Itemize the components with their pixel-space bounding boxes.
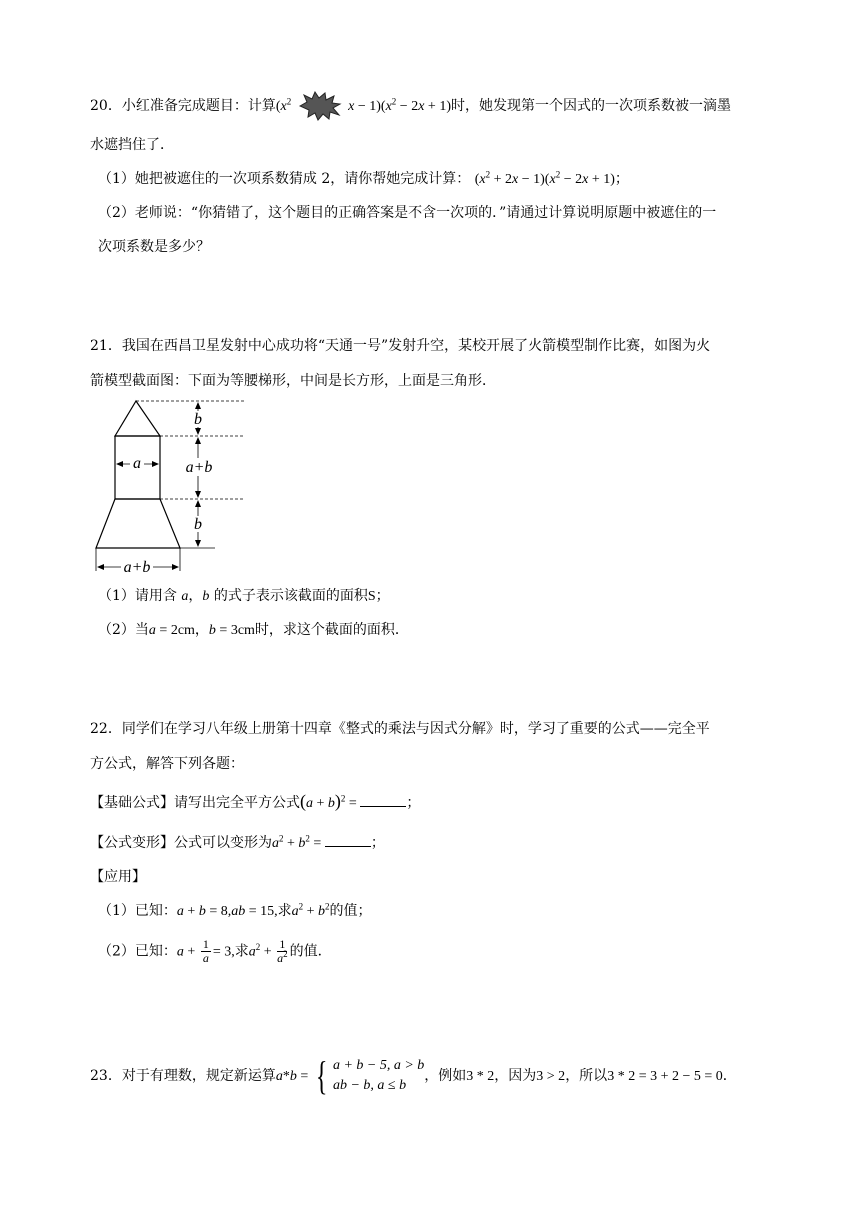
q23-line: 23．对于有理数，规定新运算a*b = { a + b − 5, a > b ab − b, a ≤ b ，例如3 * 2，因为3 > 2，所以3 * 2 = 3 + 2 − 5 = 0． [90,1053,737,1098]
fraction: $\frac{1}{a^2}$ [277,937,288,965]
label-ab-mid: a+b [185,459,213,476]
q22-part2: （2）已知：a + $\frac{1}{a}$ = 3,求$a^2$ + $\frac{1}{a^2}$ 的值． [98,937,332,965]
piecewise-definition: { a + b − 5, a > b ab − b, a ≤ b [315,1053,425,1098]
q21-part2: （2）当a = 2cm，b = 3cm时，求这个截面的面积． [98,622,409,638]
q21-line2: 箭模型截面图：下面为等腰梯形，中间是长方形，上面是三角形． [90,373,496,389]
answer-blank[interactable] [325,832,371,847]
q20-part1: （1）她把被遮住的一次项系数猜成 2，请你帮她完成计算： $(x^2 + 2x - 1)(x^2 - 2x + 1)$； [98,169,629,187]
rocket-trapezoid [96,499,180,548]
rocket-triangle [115,401,160,436]
q22-formula-transform: 【公式变形】公式可以变形为$a^2 + b^2$ = ； [90,833,385,851]
q22-part1: （1）已知：a + b = 8,ab = 15,求$a^2 + b^2$的值； [98,901,372,919]
q21-line1: 21．我国在西昌卫星发射中心成功将“天通一号”发射升空，某校开展了火箭模型制作比赛，如图为火 [90,338,711,354]
label-b-bot: b [194,516,202,533]
q20-line1: 20．小红准备完成题目：计算($x^2$ $x - 1)(x^2 - 2x + 1)$时，她发现第一个因式的一次项系数被一滴墨 [90,96,731,117]
q20-part2-line1: （2）老师说：“你猜错了，这个题目的正确答案是不含一次项的．”请通过计算说明原题中被遮住的一 [98,205,717,221]
answer-blank[interactable] [360,792,406,807]
q21-part1: （1）请用含 a，b 的式子表示该截面的面积S； [98,588,390,604]
q22-line2: 方公式，解答下列各题： [90,756,244,772]
q20-line2: 水遮挡住了． [90,137,174,153]
q20-part2-line2: 次项系数是多少？ [98,239,210,255]
fraction: $\frac{1}{a}$ [202,937,209,965]
q22-line1: 22．同学们在学习八年级上册第十四章《整式的乘法与因式分解》时，学习了重要的公式——完全平 [90,721,710,737]
q22-apply: 【应用】 [90,869,146,885]
label-b-top: b [194,411,202,428]
q22-basic-formula: 【基础公式】请写出完全平方公式$(a + b)^2$ = ； [90,791,421,811]
rocket-diagram [90,396,250,576]
label-ab-bottom: a+b [123,559,151,576]
label-a: a [133,455,141,472]
ink-blot-icon [298,91,342,121]
